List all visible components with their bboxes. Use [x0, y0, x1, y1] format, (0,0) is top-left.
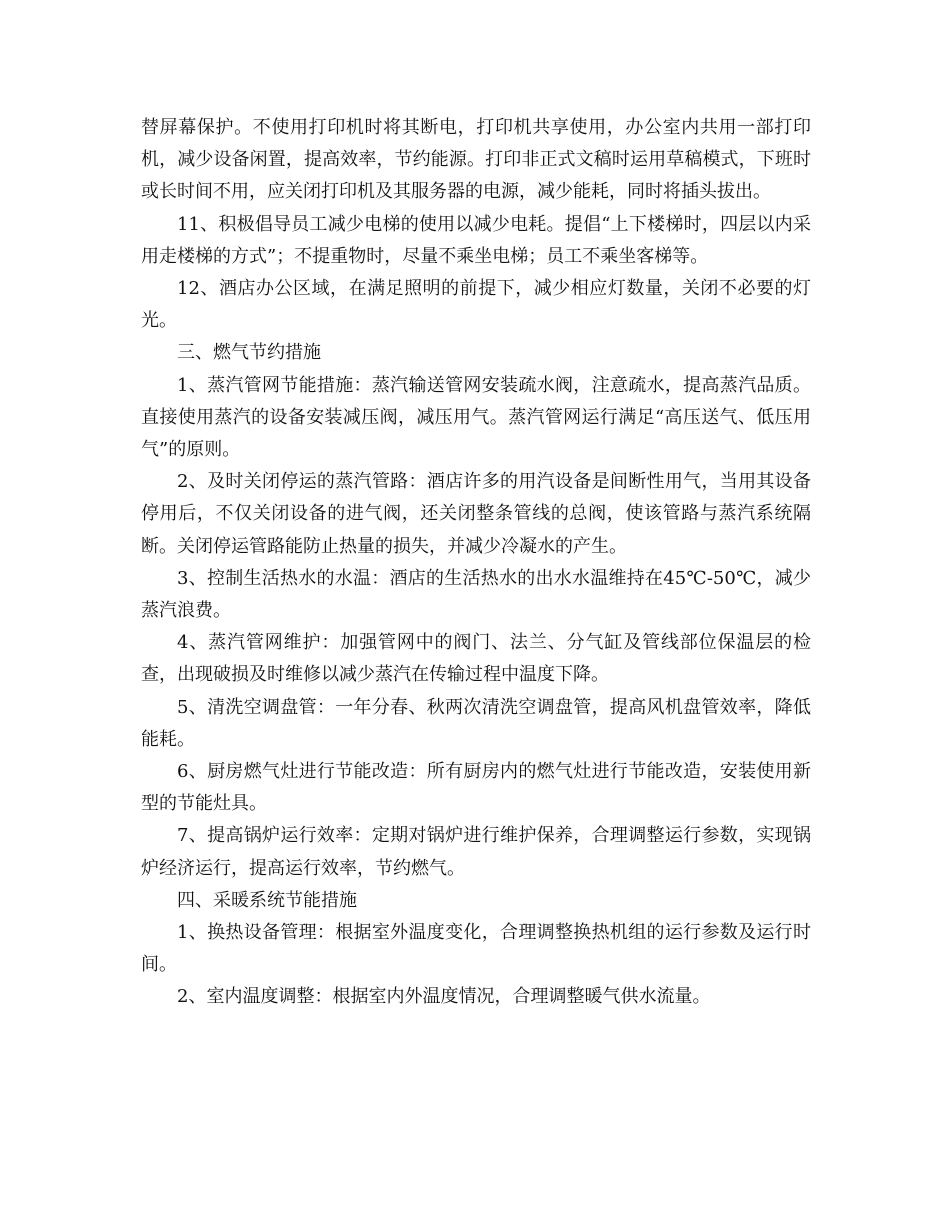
paragraph-14: 2、室内温度调整：根据室内外温度情况，合理调整暖气供水流量。: [177, 986, 711, 1008]
section-heading-heating: 四、采暖系统节能措施: [177, 889, 357, 911]
paragraph-8: 4、蒸汽管网维护：加强管网中的阀门、法兰、分气缸及管线部位保温层的检查，出现破损及时维修以减少蒸汽在传输过程中温度下降。: [141, 632, 811, 686]
paragraph-3: 12、酒店办公区域，在满足照明的前提下，减少相应灯数量，关闭不必要的灯光。: [141, 278, 811, 332]
paragraph-9: 5、清洗空调盘管：一年分春、秋两次清洗空调盘管，提高风机盘管效率，降低能耗。: [141, 696, 811, 750]
paragraph-11: 7、提高锅炉运行效率：定期对锅炉进行维护保养，合理调整运行参数，实现锅炉经济运行，提高运行效率，节约燃气。: [141, 825, 811, 879]
paragraph-2: 11、积极倡导员工减少电梯的使用以减少电耗。提倡“上下楼梯时，四层以内采用走楼梯的方式”；不提重物时，尽量不乘坐电梯；员工不乘坐客梯等。: [141, 213, 811, 267]
paragraph-10: 6、厨房燃气灶进行节能改造：所有厨房内的燃气灶进行节能改造，安装使用新型的节能灶具。: [141, 761, 811, 815]
paragraph-1: 替屏幕保护。不使用打印机时将其断电，打印机共享使用，办公室内共用一部打印机，减少设备闲置，提高效率，节约能源。打印非正式文稿时运用草稿模式，下班时或长时间不用，应关闭打印机及其服务器的电源，减少能耗，同时将插头拔出。: [141, 117, 811, 203]
paragraph-5: 1、蒸汽管网节能措施：蒸汽输送管网安装疏水阀，注意疏水，提高蒸汽品质。直接使用蒸汽的设备安装减压阀，减压用气。蒸汽管网运行满足“高压送气、低压用气”的原则。: [141, 374, 811, 461]
paragraph-7: 3、控制生活热水的水温：酒店的生活热水的出水水温维持在45℃-50℃，减少蒸汽浪费。: [141, 567, 811, 622]
paragraph-13: 1、换热设备管理：根据室外温度变化，合理调整换热机组的运行参数及运行时间。: [141, 922, 811, 976]
paragraph-6: 2、及时关闭停运的蒸汽管路：酒店许多的用汽设备是间断性用气，当用其设备停用后，不仅关闭设备的进气阀，还关闭整条管线的总阀，使该管路与蒸汽系统隔断。关闭停运管路能防止热量的损失，并减少冷凝水的产生。: [141, 471, 811, 557]
section-heading-gas: 三、燃气节约措施: [177, 342, 321, 364]
document-page: [141, 112, 811, 1014]
